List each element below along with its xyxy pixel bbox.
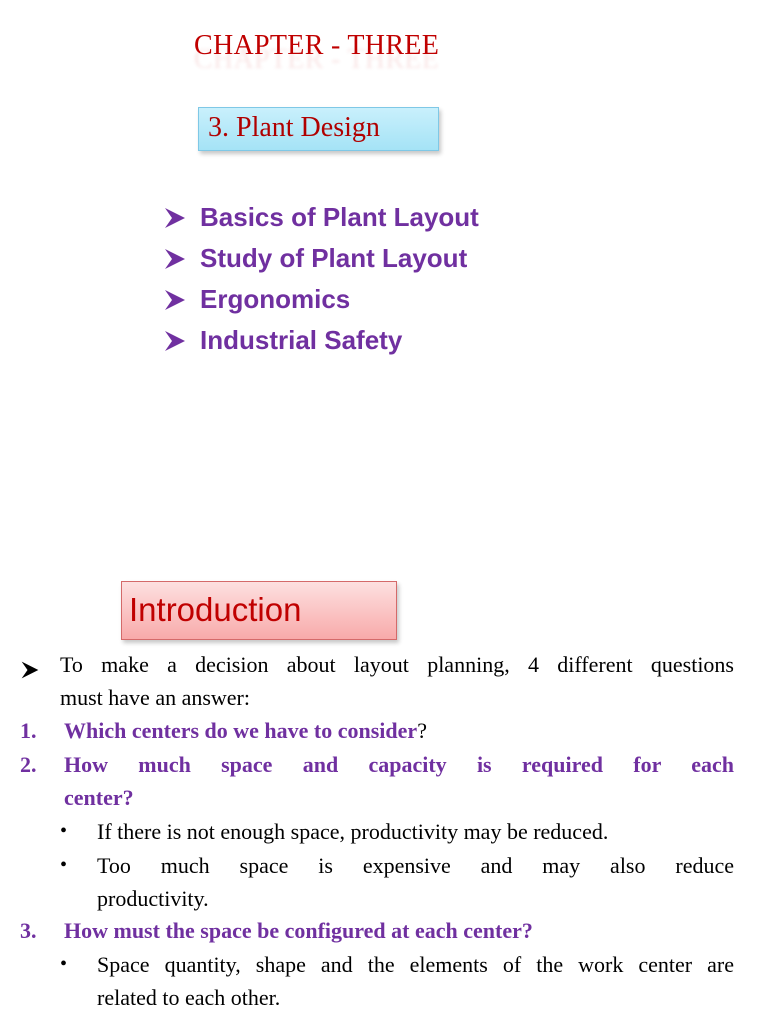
- introduction-heading: Introduction: [129, 591, 302, 628]
- topic-item: [163, 279, 479, 320]
- question-1-mark: ?: [417, 718, 427, 743]
- topic-label: Study of Plant Layout: [200, 243, 468, 273]
- chapter-title: CHAPTER - THREE: [194, 30, 440, 61]
- question-number: 3.: [20, 918, 37, 943]
- question-1: [64, 714, 427, 747]
- question-number: 2.: [20, 752, 37, 777]
- topic-item: [163, 238, 479, 279]
- question-number: 1.: [20, 718, 37, 743]
- arrow-bullet-icon: [20, 656, 40, 680]
- bullet-dot-icon: •: [60, 953, 68, 975]
- section-title: 3. Plant Design: [208, 112, 380, 143]
- lead-text-line2: must have an answer:: [60, 685, 250, 710]
- q2-bullet-2-line2: productivity.: [97, 886, 209, 911]
- question-2-line2: center?: [64, 785, 134, 810]
- q3-bullet-1-line1: Space quantity, shape and the elements of the work center are: [97, 952, 734, 977]
- arrow-bullet-icon: [163, 288, 200, 312]
- q2-bullet-1: If there is not enough space, productivity may be reduced.: [97, 819, 609, 844]
- section-title-box: [198, 107, 439, 151]
- q2-bullet-2-line1: Too much space is expensive and may also reduce: [97, 853, 734, 878]
- question-2-line1: How much space and capacity is required for each: [64, 752, 734, 777]
- bullet-dot-icon: •: [60, 820, 68, 842]
- arrow-bullet-icon: [163, 206, 200, 230]
- bullet-dot-icon: •: [60, 854, 68, 876]
- lead-text-line1: To make a decision about layout planning, 4 different questions: [60, 652, 734, 677]
- question-3-text: How must the space be configured at each center?: [64, 918, 533, 943]
- topic-list: [163, 197, 479, 361]
- topic-item: [163, 320, 479, 361]
- arrow-bullet-icon: [163, 247, 200, 271]
- introduction-heading-box: [121, 581, 397, 640]
- arrow-bullet-icon: [163, 329, 200, 353]
- topic-label: Basics of Plant Layout: [200, 202, 479, 232]
- q3-bullet-1-line2: related to each other.: [97, 985, 281, 1010]
- topic-label: Industrial Safety: [200, 325, 403, 355]
- question-1-text: Which centers do we have to consider: [64, 718, 418, 743]
- topic-label: Ergonomics: [200, 284, 351, 314]
- topic-item: [163, 197, 479, 238]
